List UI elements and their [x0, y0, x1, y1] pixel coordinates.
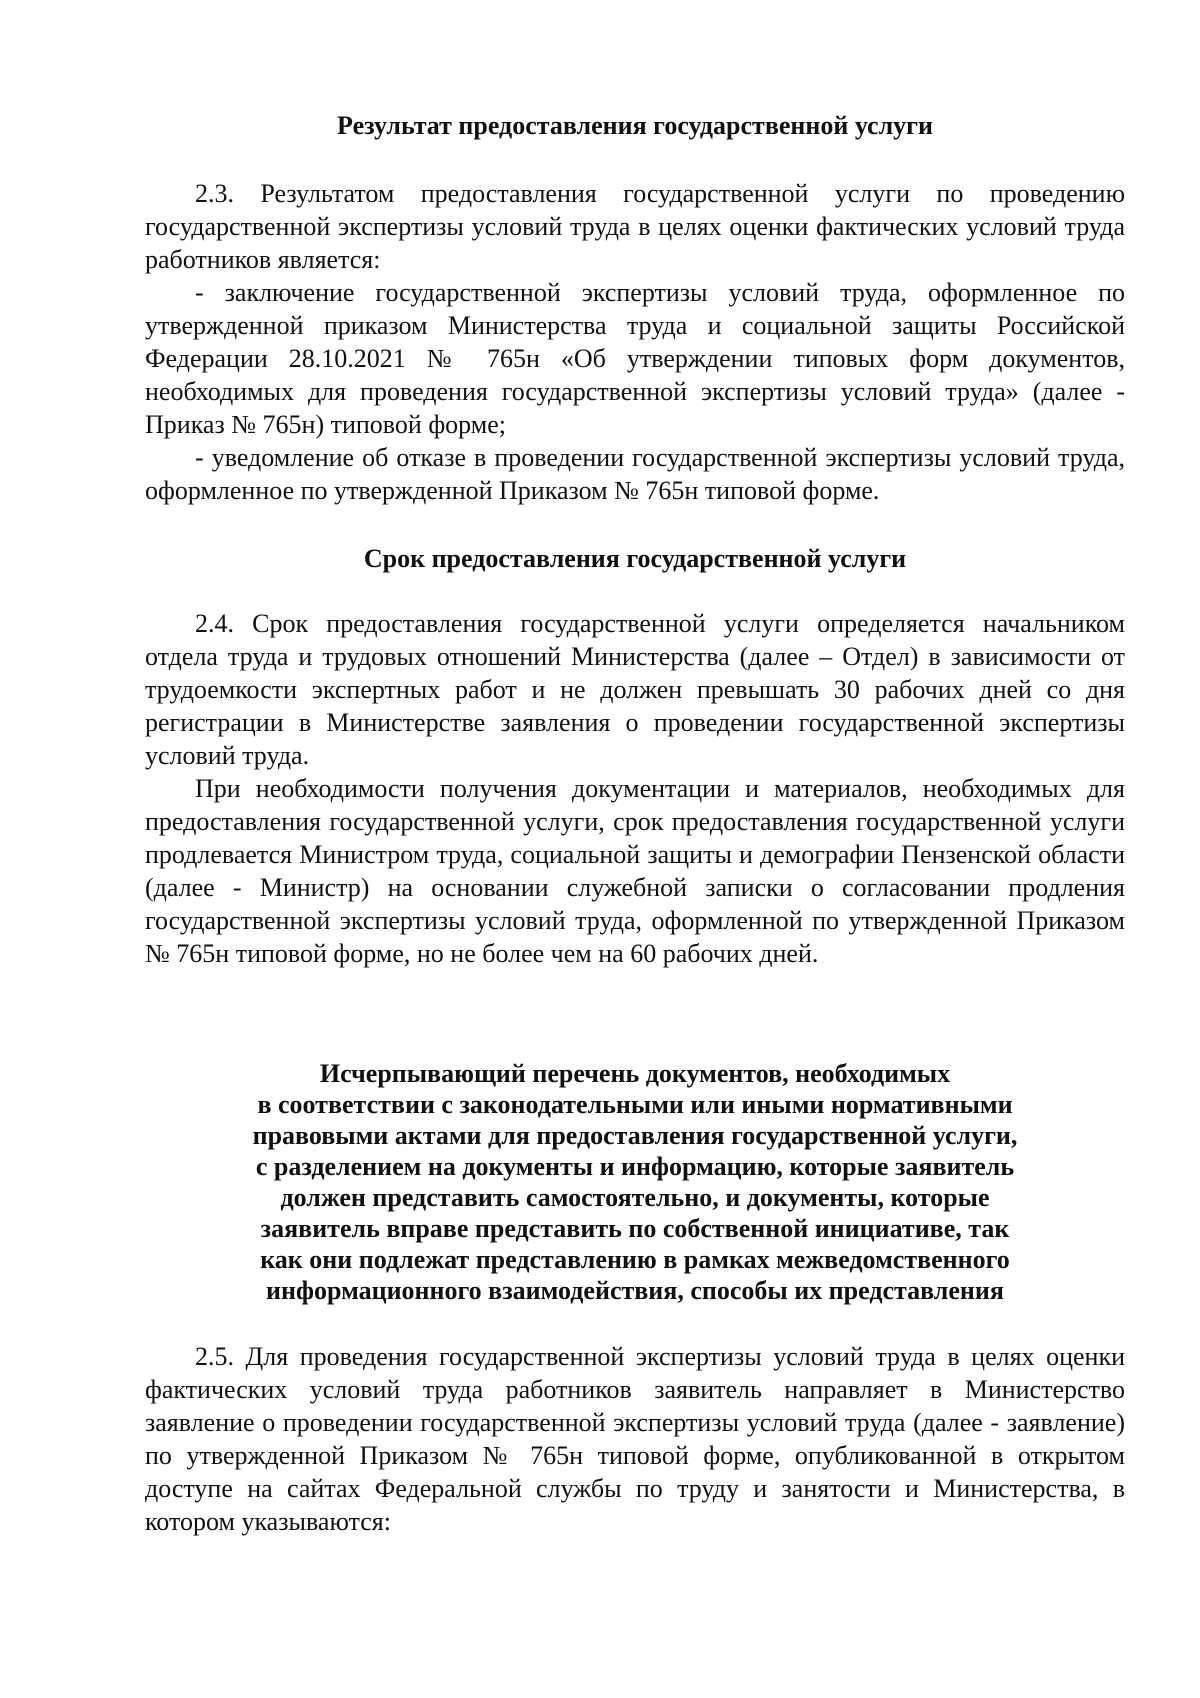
- documents-section-title: [145, 1058, 1125, 1306]
- term-paragraph-2-4: 2.4. Срок предоставления государственной услуги определяется начальником отдела труда и трудовых отношений Министерства (далее – Отдел) в зависимости от трудоемкости экспертных работ и не должен превышать 30 рабочих дней со дня регистрации в Министерстве заявления о проведении государственной экспертизы условий труда.: [145, 609, 1125, 770]
- documents-title-line: информационного взаимодействия, способы их представления: [266, 1276, 1004, 1305]
- result-section-title: Результат предоставления государственной услуги: [337, 111, 933, 140]
- documents-title-line: в соответствии с законодательными или иными нормативными: [257, 1090, 1013, 1119]
- documents-title-line: должен представить самостоятельно, и документы, которые: [280, 1183, 990, 1212]
- result-item-conclusion: - заключение государственной экспертизы условий труда, оформленное по утвержденной приказом Министерства труда и социальной защиты Российской Федерации 28.10.2021 № 765н «Об утверждении типовых форм документов, необходимых для проведения государственной экспертизы условий труда» (далее - Приказ № 765н) типовой форме;: [145, 278, 1125, 439]
- documents-title-line: как они подлежат представлению в рамках межведомственного: [260, 1245, 1010, 1274]
- term-section-title: Срок предоставления государственной услуги: [363, 544, 907, 573]
- document-body: [145, 108, 1125, 1538]
- result-paragraph-2-3: 2.3. Результатом предоставления государственной услуги по проведению государственной экспертизы условий труда в целях оценки фактических условий труда работников является:: [145, 179, 1125, 274]
- documents-paragraph-2-5: 2.5. Для проведения государственной экспертизы условий труда в целях оценки фактических условий труда работников заявитель направляет в Министерство заявление о проведении государственной экспертизы условий труда (далее - заявление) по утвержденной Приказом № 765н типовой форме, опубликованной в открытом доступе на сайтах Федеральной службы по труду и занятости и Министерства, в котором указываются:: [145, 1342, 1125, 1536]
- documents-title-line: заявитель вправе представить по собственной инициативе, так: [260, 1214, 1010, 1243]
- term-extension-paragraph: При необходимости получения документации и материалов, необходимых для предоставления государственной услуги, срок предоставления государственной услуги продлевается Министром труда, социальной защиты и демографии Пензенской области (далее - Министр) на основании служебной записки о согласовании продления государственной экспертизы условий труда, оформленной по утвержденной Приказом № 765н типовой форме, но не более чем на 60 рабочих дней.: [145, 774, 1125, 968]
- documents-title-line: с разделением на документы и информацию, которые заявитель: [255, 1152, 1015, 1181]
- result-item-refusal: - уведомление об отказе в проведении государственной экспертизы условий труда, оформленное по утвержденной Приказом № 765н типовой форме.: [145, 443, 1125, 505]
- documents-title-line: правовыми актами для предоставления государственной услуги,: [252, 1121, 1018, 1150]
- documents-title-line: Исчерпывающий перечень документов, необходимых: [319, 1059, 951, 1088]
